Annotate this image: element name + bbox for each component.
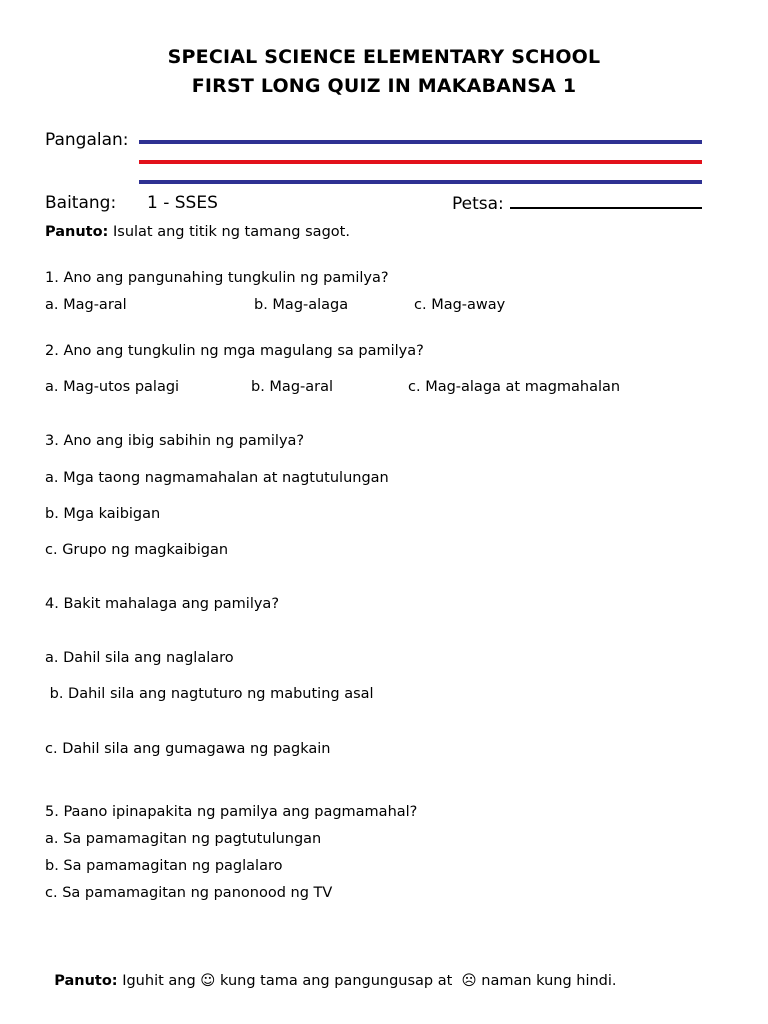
grade-label: Baitang: [45,193,117,213]
name-line-blue-top [139,140,702,144]
instructions-1-label: Panuto: [45,224,109,240]
date-field [452,193,702,214]
q3-choice-b: b. Mga kaibigan [45,506,161,522]
grade-value: 1 - SSES [147,193,218,213]
q4-choice-a: a. Dahil sila ang naglalaro [45,650,234,666]
question-2: 2. Ano ang tungkulin ng mga magulang sa pamilya? [45,343,424,359]
q5-choice-c: c. Sa pamamagitan ng panonood ng TV [45,885,333,901]
q1-choice-c: c. Mag-away [414,297,506,313]
question-5: 5. Paano ipinapakita ng pamilya ang pagmamahal? [45,804,418,820]
instructions-2 [45,957,617,989]
instructions-2-text: Iguhit ang ☺ kung tama ang pangungusap at ☹ naman kung hindi. [117,973,617,989]
name-label: Pangalan: [45,130,129,150]
name-line-blue-bottom [139,180,702,184]
instructions-2-label: Panuto: [54,973,118,989]
date-blank-line [510,193,702,209]
name-line-red [139,160,702,164]
q4-choice-b: b. Dahil sila ang nagtuturo ng mabuting asal [45,686,374,702]
instructions-1-text: Isulat ang titik ng tamang sagot. [108,224,350,240]
q2-choice-b: b. Mag-aral [251,379,334,395]
question-4: 4. Bakit mahalaga ang pamilya? [45,596,280,612]
q3-choice-c: c. Grupo ng magkaibigan [45,542,229,558]
quiz-title: FIRST LONG QUIZ IN MAKABANSA 1 [191,75,577,97]
q1-choice-b: b. Mag-alaga [254,297,349,313]
school-title: SPECIAL SCIENCE ELEMENTARY SCHOOL [167,46,601,68]
q2-choice-c: c. Mag-alaga at magmahalan [408,379,621,395]
q1-choice-a: a. Mag-aral [45,297,127,313]
q3-choice-a: a. Mga taong nagmamahalan at nagtutulungan [45,470,389,486]
q5-choice-a: a. Sa pamamagitan ng pagtutulungan [45,831,322,847]
question-1: 1. Ano ang pangunahing tungkulin ng pamilya? [45,270,389,286]
q2-choice-a: a. Mag-utos palagi [45,379,180,395]
instructions-1 [45,224,350,240]
question-3: 3. Ano ang ibig sabihin ng pamilya? [45,433,305,449]
q4-choice-c: c. Dahil sila ang gumagawa ng pagkain [45,741,331,757]
date-label: Petsa: [452,194,504,214]
q5-choice-b: b. Sa pamamagitan ng paglalaro [45,858,283,874]
